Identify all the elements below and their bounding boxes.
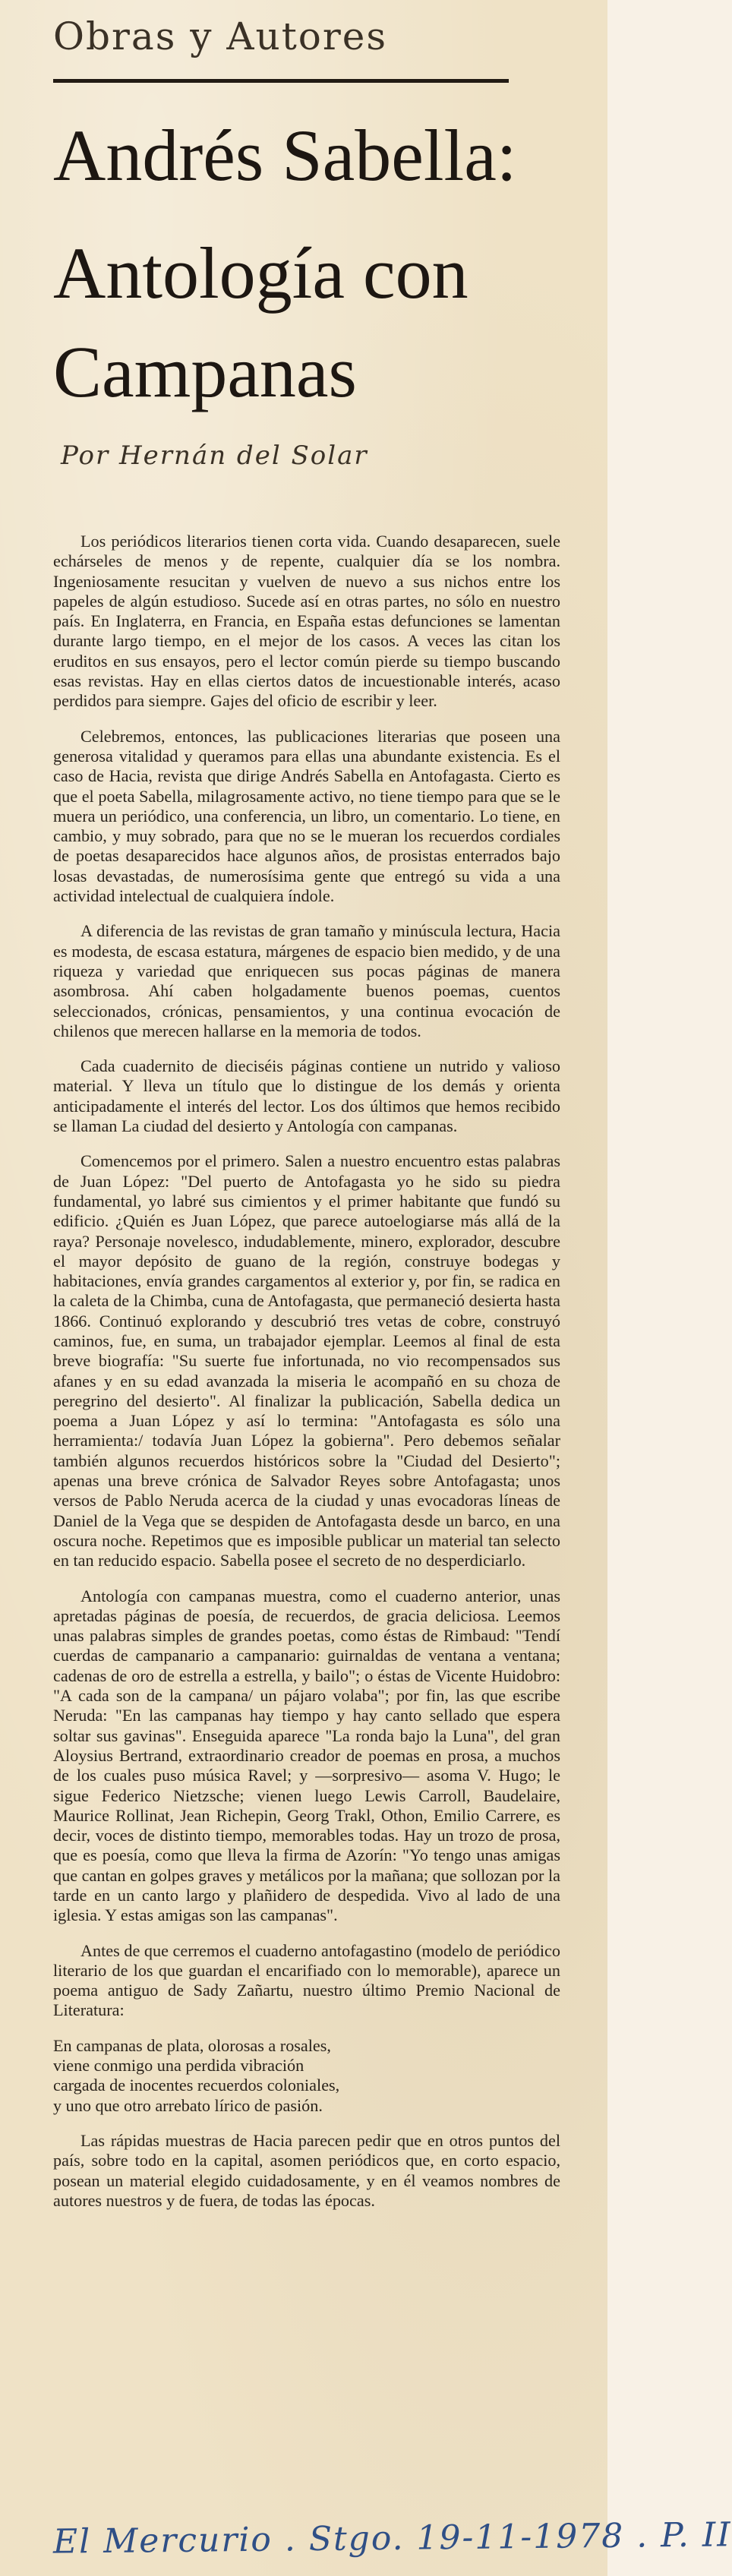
paragraph-3: A diferencia de las revistas de gran tamaño y minúscula lectura, Hacia es modesta, de escasa estatura, márgenes de espacio bien medido, y de una riqueza y variedad que enriquecen sus pocas páginas de manera asombrosa. Ahí caben holgadamente buenos poemas, cuentos seleccionados, crónicas, pensamientos, y una continua evocación de chilenos que merecen hallarse en la memoria de todos. [53, 921, 560, 1040]
paragraph-4: Cada cuadernito de dieciséis páginas contiene un nutrido y valioso material. Y lleva un título que lo distingue de los demás y orienta anticipadamente el interés del lector. Los dos últimos que hemos recibido se llaman La ciudad del desierto y Antología con campanas. [53, 1056, 560, 1136]
poem-line: viene conmigo una perdida vibración [53, 2056, 304, 2076]
poem-quote [53, 2036, 560, 2116]
paragraph-6: Antología con campanas muestra, como el cuaderno anterior, unas apretadas páginas de poesía, de recuerdos, de gracia deliciosa. Leemos unas palabras simples de grandes poetas, como éstas de Rimbaud: "Tendí cuerdas de campanario a campanario: guirnaldas de ventana a ventana; cadenas de oro de estrella a estrella, y bailo"; o éstas de Vicente Huidobro: "A cada son de la campana/ un pájaro volaba"; por fin, las que escribe Neruda: "En las campanas hay tiempo y hay canto sellado que espera soltar sus gavinas". Enseguida aparece "La ronda bajo la Luna", del gran Aloysius Bertrand, extraordinario creador de poemas en prosa, a muchos de los cuales puso música Ravel; y —sorpresivo— asoma V. Hugo; le sigue Federico Nietzsche; vienen luego Lewis Carroll, Baudelaire, Maurice Rollinat, Jean Richepin, Georg Trakl, Othon, Emilio Carrere, es decir, voces de distinto tiempo, memorables todas. Hay un trozo de prosa, que es poesía, como que lleva la firma de Azorín: "Yo tengo unas amigas que cantan en golpes graves y metálicos por la mañana; que sollozan por la tarde en un canto largo y plañidero de despedida. Vivo al lado de una iglesia. Y estas amigas son las campanas". [53, 1586, 560, 1925]
byline: Por Hernán del Solar [61, 440, 368, 471]
handwritten-source-note: El Mercurio . Stgo. 19-11-1978 . P. II [52, 2515, 732, 2562]
article-column [52, 0, 732, 2576]
poem-line: cargada de inocentes recuerdos coloniales, [53, 2076, 340, 2095]
paragraph-1: Los periódicos literarios tienen corta vida. Cuando desaparecen, suele echárseles de menos y de repente, cualquier día se los nombra. Ingeniosamente resucitan y vuelven de nuevo a sus nichos entre los papeles de algún estudioso. Sucede así en otras partes, no sólo en nuestro país. En Inglaterra, en Francia, en España estas defunciones se lamentan durante largo tiempo, en el mejor de los casos. A veces las citan los eruditos en sus ensayos, pero el lector común pierde su tiempo buscando esas revistas. Hay en ellas ciertos datos de incuestionable interés, acaso perdidos para siempre. Gajes del oficio de escribir y leer. [53, 532, 560, 711]
headline-line-2: Antología con [53, 232, 469, 314]
headline-line-1: Andrés Sabella: [53, 115, 517, 196]
poem-line: En campanas de plata, olorosas a rosales, [53, 2035, 331, 2055]
article-body [53, 532, 560, 2211]
paragraph-5: Comencemos por el primero. Salen a nuestro encuentro estas palabras de Juan López: "Del puerto de Antofagasta yo he sido su piedra fundamental, yo labré sus cimientos y el primer habitante que fundó su edificio. ¿Quién es Juan López, que parece autoelogiarse más allá de la raya? Personaje novelesco, indudablemente, minero, explorador, descubre el mayor depósito de guano de la región, construye bodegas y habitaciones, envía grandes cargamentos al exterior y, por fin, se radica en la caleta de la Chimba, cuna de Antofagasta, que permaneció desierta hasta 1866. Continuó explorando y descubrió tres vetas de cobre, construyó caminos, fue, en suma, un trabajador ejemplar. Leemos al final de esta breve biografía: "Su suerte fue infortunada, no vio recompensados sus afanes y en su edad avanzada la miseria le acompañó en su choza de peregrino del desierto". Al finalizar la publicación, Sabella dedica un poema a Juan López y así lo termina: "Antofagasta es sólo una herramienta:/ todavía Juan López la gobierna". Pero debemos señalar también algunos recuerdos históricos sobre la "Ciudad del Desierto"; apenas una breve crónica de Salvador Reyes sobre Antofagasta; unos versos de Pablo Neruda acerca de la ciudad y unas evocadoras líneas de Daniel de la Vega que se despiden de Antofagasta desde un barco, en una oscura noche. Repetimos que es imposible publicar un material tan selecto en tan reducido espacio. Sabella posee el secreto de no desperdiciarlo. [53, 1151, 560, 1571]
section-title: Obras y Autores [53, 14, 388, 58]
headline-line-3: Campanas [53, 331, 357, 412]
poem-line: y uno que otro arrebato lírico de pasión. [53, 2095, 323, 2115]
paragraph-2: Celebremos, entonces, las publicaciones literarias que poseen una generosa vitalidad y queramos para ellas una abundante existencia. Es el caso de Hacia, revista que dirige Andrés Sabella en Antofagasta. Cierto es que el poeta Sabella, milagrosamente activo, no tiene tiempo para que se le muera un periódico, una conferencia, un libro, un comentario. Lo tiene, en cambio, y muy sobrado, para que no se le mueran los recuerdos cordiales de poetas desaparecidos hace algunos años, de prosistas enterrados bajo losas devastadas, de numerosísima gente que entregó su vida a una actividad intelectual de cualquiera índole. [53, 726, 560, 906]
section-rule [53, 79, 509, 83]
paragraph-8: Las rápidas muestras de Hacia parecen pedir que en otros puntos del país, sobre todo en la capital, asomen periódicos que, en corto espacio, posean un material elegido cuidadosamente, y en él veamos nombres de autores nuestros y de fuera, de todas las épocas. [53, 2130, 560, 2210]
paragraph-7: Antes de que cerremos el cuaderno antofagastino (modelo de periódico literario de los que guardan el encarifiado con lo memorable), aparece un poema antiguo de Sady Zañartu, nuestro último Premio Nacional de Literatura: [53, 1940, 560, 2020]
